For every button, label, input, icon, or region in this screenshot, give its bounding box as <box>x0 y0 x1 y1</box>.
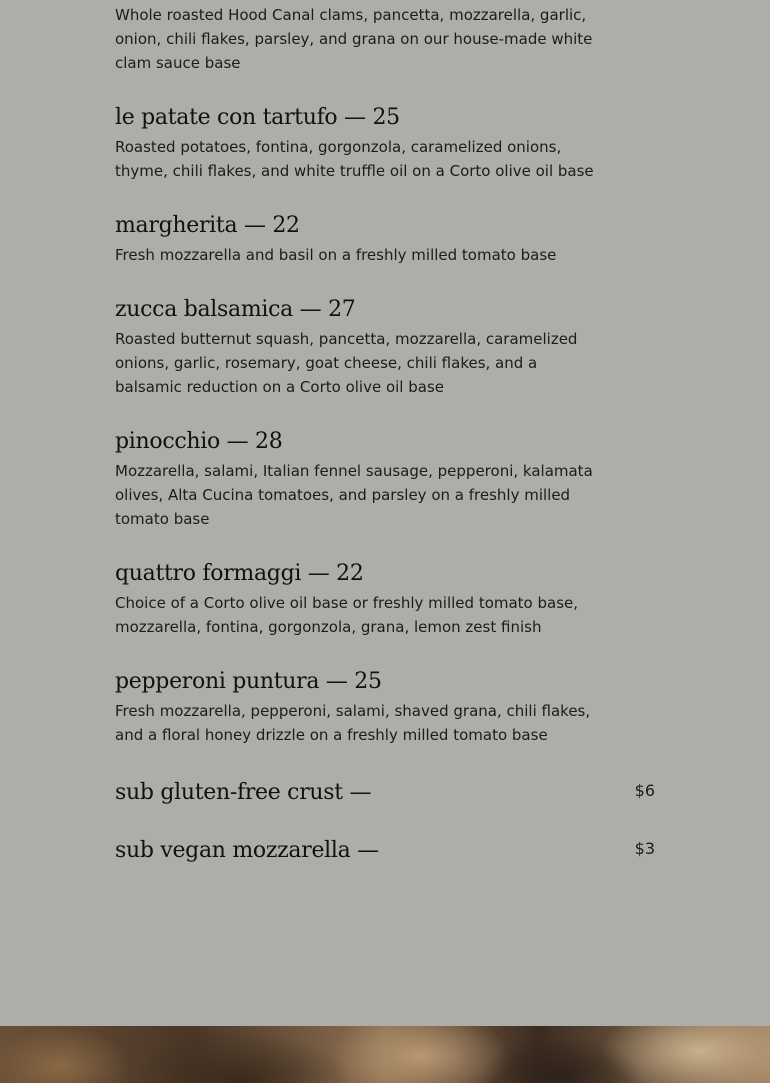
menu-item-quattro-formaggi <box>115 561 655 639</box>
pizza-menu-section <box>115 0 655 864</box>
menu-item-zucca-balsamica <box>115 297 655 399</box>
pizza-photo <box>0 1026 770 1083</box>
addon-price: $6 <box>634 781 655 800</box>
addon-name: sub vegan mozzarella — <box>115 838 379 863</box>
item-description: Fresh mozzarella and basil on a freshly milled tomato base <box>115 246 557 264</box>
item-title: quattro formaggi — 22 <box>115 561 364 586</box>
item-description: Mozzarella, salami, Italian fennel sausage, pepperoni, kalamata olives, Alta Cucina tomatoes, and parsley on a freshly milled tomato base <box>115 462 593 528</box>
item-description: Roasted potatoes, fontina, gorgonzola, caramelized onions, thyme, chili flakes, and white truffle oil on a Corto olive oil base <box>115 138 594 180</box>
item-description: Fresh mozzarella, pepperoni, salami, shaved grana, chili flakes, and a floral honey drizzle on a freshly milled tomato base <box>115 702 591 744</box>
item-description: Whole roasted Hood Canal clams, pancetta, mozzarella, garlic, onion, chili flakes, parsley, and grana on our house-made white clam sauce base <box>115 6 593 72</box>
menu-item-margherita <box>115 213 655 267</box>
item-description: Roasted butternut squash, pancetta, mozzarella, caramelized onions, garlic, rosemary, goat cheese, chili flakes, and a balsamic reduction on a Corto olive oil base <box>115 330 578 396</box>
item-description: Choice of a Corto olive oil base or freshly milled tomato base, mozzarella, fontina, gorgonzola, grana, lemon zest finish <box>115 594 579 636</box>
item-title: pepperoni puntura — 25 <box>115 669 382 694</box>
addon-gluten-free-crust <box>115 780 655 806</box>
menu-item-le-patate-con-tartufo <box>115 105 655 183</box>
item-title: pinocchio — 28 <box>115 429 283 454</box>
item-title: le patate con tartufo — 25 <box>115 105 400 130</box>
item-title: zucca balsamica — 27 <box>115 297 356 322</box>
addon-vegan-mozzarella <box>115 838 655 864</box>
menu-item-pinocchio <box>115 429 655 531</box>
addon-name: sub gluten-free crust — <box>115 780 372 805</box>
menu-item-pepperoni-puntura <box>115 669 655 747</box>
addon-price: $3 <box>634 839 655 858</box>
item-title: margherita — 22 <box>115 213 300 238</box>
